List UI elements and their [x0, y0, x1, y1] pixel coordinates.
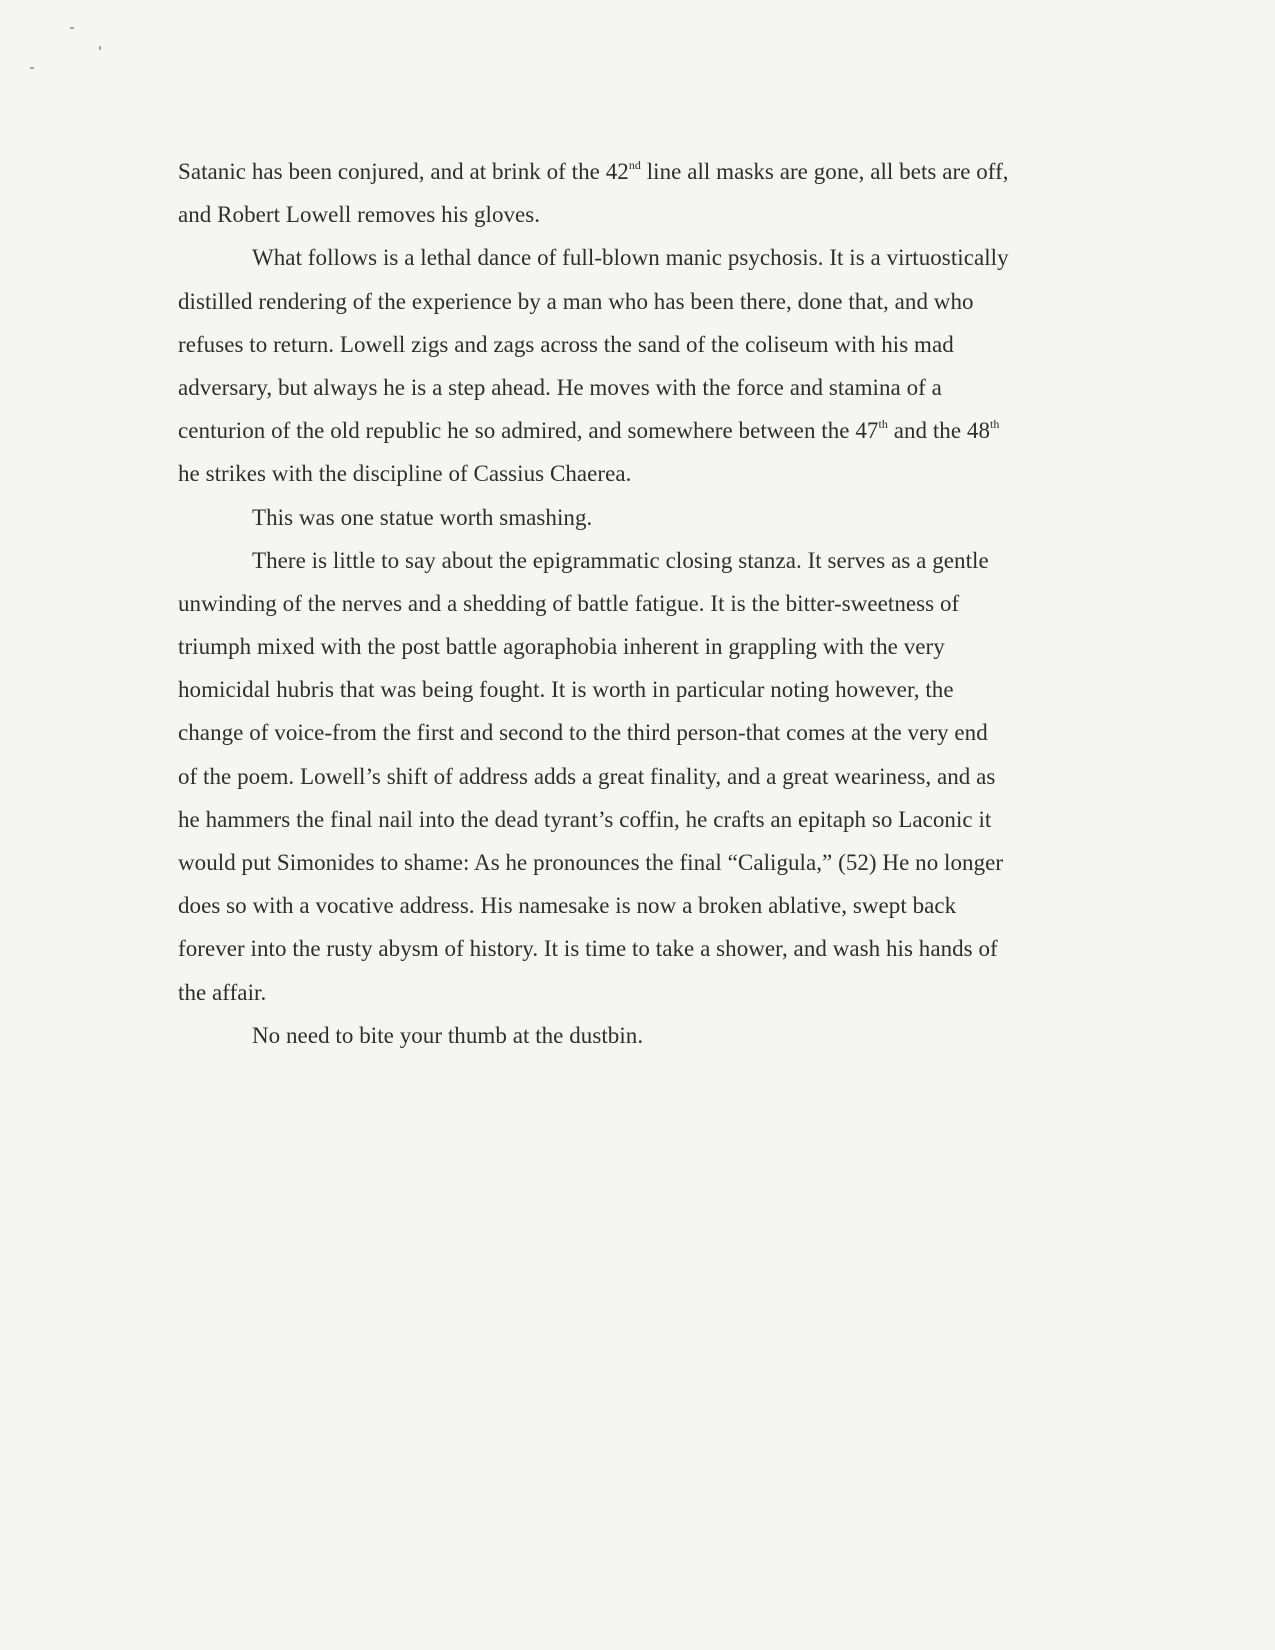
- text-line: of the poem. Lowell’s shift of address adds a great finality, and a great weariness, and as: [178, 763, 996, 789]
- text-line: homicidal hubris that was being fought. It is worth in particular noting however, the: [178, 677, 954, 703]
- ordinal-suffix: th: [878, 417, 888, 432]
- scan-speck: [99, 46, 101, 50]
- text-line: would put Simonides to shame: As he pronounces the final “Caligula,” (52) He no longer: [178, 850, 1004, 875]
- text-line: forever into the rusty abysm of history. It is time to take a shower, and wash his hands of: [178, 936, 998, 962]
- text-line: he hammers the final nail into the dead tyrant’s coffin, he crafts an epitaph so Laconic it: [178, 806, 992, 832]
- text-line: does so with a vocative address. His namesake is now a broken ablative, swept back: [178, 893, 957, 919]
- paragraph-start: There is little to say about the epigrammatic closing stanza. It serves as a gentle: [252, 547, 989, 573]
- text-line: Satanic has been conjured, and at brink of the 42nd line all masks are gone, all bets are off,: [178, 158, 1009, 184]
- text-line: and Robert Lowell removes his gloves.: [178, 202, 541, 228]
- ordinal-suffix: th: [990, 417, 1000, 432]
- paragraph-start: What follows is a lethal dance of full-blown manic psychosis. It is a virtuostically: [252, 245, 1009, 271]
- paragraph-start: No need to bite your thumb at the dustbin.: [252, 1022, 644, 1048]
- text-line: unwinding of the nerves and a shedding of battle fatigue. It is the bitter-sweetness of: [178, 590, 960, 616]
- text-line: centurion of the old republic he so admired, and somewhere between the 47th and the 48th: [178, 417, 1000, 444]
- ordinal-suffix: nd: [628, 158, 641, 172]
- text-line: the affair.: [178, 979, 267, 1005]
- body-text: [178, 150, 1078, 1057]
- text-line: refuses to return. Lowell zigs and zags across the sand of the coliseum with his mad: [178, 331, 954, 357]
- text-line: triumph mixed with the post battle agoraphobia inherent in grappling with the very: [178, 634, 945, 660]
- scan-speck: [70, 27, 74, 29]
- text-line: change of voice-from the first and second to the third person-that comes at the very end: [178, 720, 988, 746]
- paragraph-start: This was one statue worth smashing.: [252, 504, 593, 530]
- text-line: he strikes with the discipline of Cassius Chaerea.: [178, 461, 632, 487]
- scan-speck: [30, 67, 34, 69]
- text-line: adversary, but always he is a step ahead. He moves with the force and stamina of a: [178, 374, 942, 400]
- text-line: distilled rendering of the experience by a man who has been there, done that, and who: [178, 288, 974, 314]
